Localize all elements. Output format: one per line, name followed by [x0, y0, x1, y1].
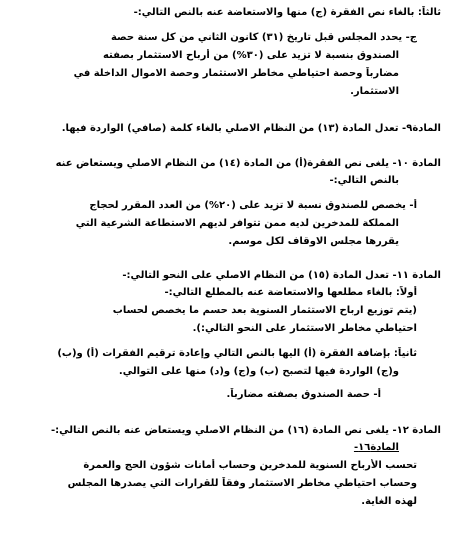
clause-three-heading: ثالثاً: بالغاء نص الفقرة (ج) منها والاستعاضة عنه بالنص التالي:- [133, 7, 441, 18]
article-11-heading: المادة ١١- تعدل المادة (١٥) من النظام الاصلي على النحو التالي:- [122, 270, 441, 281]
article-10-line-2: بالنص التالي:- [329, 175, 399, 186]
article-11-second-2: و(ج) الواردة فيها لتصبح (ب) و(ج) و(د) منها على التوالي. [118, 366, 399, 377]
clause-c-line-4: الاستثمار. [350, 86, 399, 97]
clause-c-line-2: الصندوق بنسبة لا تزيد على (٣٠%) من أرباح الاستثمار بصفته [102, 50, 399, 61]
article-11-first-text-1: (يتم توزيع ارباح الاستثمار السنوية بعد حسم ما يخصص لحساب [112, 305, 417, 316]
article-11-first-text-2: احتياطي مخاطر الاستثمار على النحو التالي:). [192, 323, 417, 334]
article-12-heading: المادة ١٢- يلغى نص المادة (١٦) من النظام الاصلي ويستعاض عنه بالنص التالي:- [51, 425, 441, 436]
article-16-line-1: تحسب الأرباح السنوية للمدخرين وحساب أمانات شؤون الحج والعمرة [83, 460, 417, 471]
article-11-second-1: ثانياً: بإضافة الفقرة (أ) اليها بالنص التالي وإعادة ترقيم الفقرات (أ) و(ب) [57, 348, 417, 359]
article-11-first: أولاً: بالغاء مطلعها والاستعاضة عنه بالمطلع التالي:- [164, 287, 417, 298]
article-16-line-3: لهذه الغاية. [361, 496, 417, 507]
clause-a-line-3: يقررها مجلس الاوقاف لكل موسم. [228, 236, 399, 247]
clause-a-line-2: المملكة للمدخرين لديه ممن تتوافر لديهم الاستطاعة الشرعية التي [75, 218, 399, 229]
clause-a-line-1: أ- يخصص للصندوق نسبة لا تزيد على (٢٠%) من العدد المقرر لحجاج [89, 200, 417, 211]
article-10-line-1: المادة ١٠- يلغى نص الفقرة(أ) من المادة (١٤) من النظام الاصلي ويستعاض عنه [55, 158, 441, 169]
clause-c-line-3: مضارباً وحصة احتياطي مخاطر الاستثمار وحصة الاموال الداخلة في [73, 68, 399, 79]
article-16-title: المادة١٦- [353, 442, 399, 453]
clause-c-line-1: ج- يحدد المجلس قبل تاريخ (٣١) كانون الثاني من كل سنة حصة [110, 32, 417, 43]
article-9-text: المادة٩- تعدل المادة (١٣) من النظام الاصلي بالغاء كلمة (صافي) الواردة فيها. [61, 123, 441, 134]
article-16-line-2: وحساب احتياطي مخاطر الاستثمار وفقاً للقرارات التي يصدرها المجلس [67, 478, 417, 489]
article-11-clause-a: أ- حصة الصندوق بصفته مضارباً. [226, 389, 381, 400]
